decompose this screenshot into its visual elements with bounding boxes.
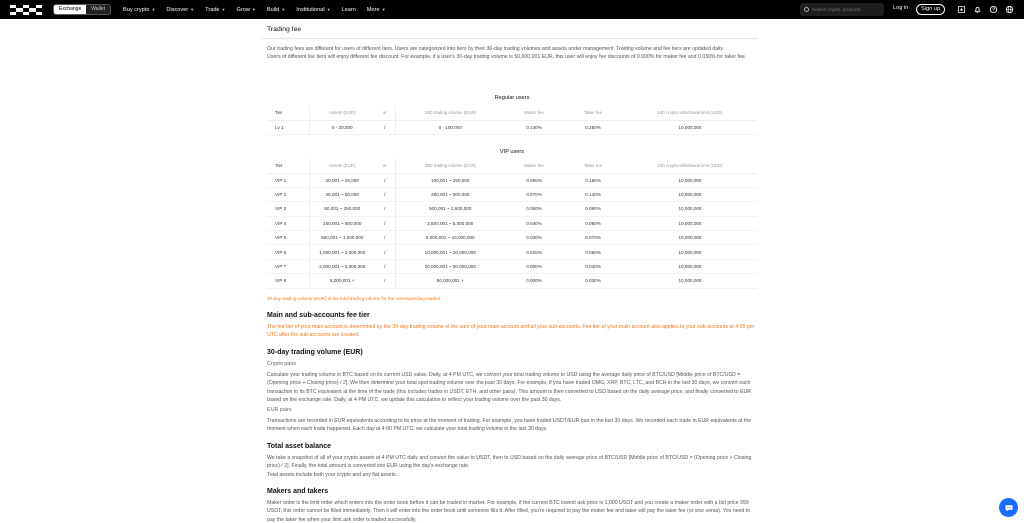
table-cell: 0.050%: [505, 202, 563, 216]
table-row: [267, 216, 757, 230]
search-input[interactable]: [812, 7, 882, 12]
table-cell: /: [375, 216, 395, 230]
total-asset-text: We take a snapshot of all of your crypto assets at 4 PM UTC daily and convert the value to USDT, then to USD based on the daily average price of BTC/USD [Middle price of BTC/USD = (Opening price + Closing price) / 2]. Finally, the total amount is converted into EUR using the day's exchange rate. Total assets include both your crypto and any fiat assets.: [267, 455, 752, 478]
main-sub-accounts-text: The fee tier of your main account is determined by the 30-day trading volume of the sum of your main account and all your sub-accounts. Fee tier of your main account also applies to your sub-accounts at 4:00 pm UTC after the sub-accounts are created.: [267, 324, 755, 339]
menu-grow[interactable]: Grow ▼: [236, 6, 256, 13]
title-divider: [262, 38, 758, 39]
table-cell: 0 - 100,000: [395, 120, 505, 134]
table-cell: 0.090%: [505, 173, 563, 187]
table-cell: /: [375, 259, 395, 273]
makers-takers-text: Maker order is the limit order which enters into the order book before it can be traded in market. For example, if the current BTC lowest ask price is 1,000 USDT and you create a maker order with a bid price 999 USDT, this order cannot be filled immediately. Then it will enter into the order book until someone fills it. After filled, you're required to pay the maker fee and taker will pay the taker fee (or vice versa). You need to pay the taker fee when your limit ask order is traded successfully.: [267, 500, 751, 523]
table-cell: 0 - 20,000: [309, 120, 375, 134]
eur-pairs-label: EUR pairs: [267, 407, 292, 413]
search-box[interactable]: [800, 3, 884, 16]
table-cell: /: [375, 120, 395, 134]
download-icon[interactable]: [957, 5, 966, 14]
table-cell: 0.000%: [505, 274, 563, 288]
crypto-pairs-label: Crypto pairs: [267, 361, 297, 367]
table-cell: 10,000,000: [623, 202, 757, 216]
column-header: Maker fee: [505, 106, 563, 120]
table-cell: 0.000%: [505, 259, 563, 273]
volume-note: 30-day trading volume (EUR) is the total trading volume for the corresponding market.: [267, 296, 442, 301]
column-header: Maker fee: [505, 159, 563, 173]
table-cell: 2,500,001 ~ 5,000,000: [395, 216, 505, 230]
table-cell: 0.140%: [563, 187, 623, 201]
regular-users-table: [267, 106, 757, 135]
table-cell: /: [375, 274, 395, 288]
chevron-down-icon: ▼: [281, 7, 286, 12]
table-cell: VIP 4: [267, 216, 309, 230]
table-cell: 1,000,001 ~ 2,000,000: [309, 245, 375, 259]
makers-takers-heading: Makers and takers: [267, 488, 329, 495]
table-cell: 25,001 ~ 50,000: [309, 187, 375, 201]
table-cell: /: [375, 202, 395, 216]
top-navigation-bar: [0, 0, 1024, 19]
chat-bubble-icon: [1004, 503, 1014, 513]
main-menu: [123, 0, 397, 19]
column-header: Assets (EUR): [309, 106, 375, 120]
table-cell: 500,001 ~ 1,000,000: [309, 231, 375, 245]
table-cell: 20,000,001 ~ 50,000,000: [395, 259, 505, 273]
table-cell: 2,000,001 ~ 5,000,000: [309, 259, 375, 273]
main-sub-accounts-heading: Main and sub-accounts fee tier: [267, 312, 370, 319]
menu-more[interactable]: More ▼: [366, 6, 386, 13]
column-header: 30D trading volume (EUR): [395, 106, 505, 120]
vip-users-table: [267, 159, 757, 289]
table-row: [267, 120, 757, 134]
column-header: or: [375, 106, 395, 120]
table-cell: 10,000,000: [623, 274, 757, 288]
table-row: [267, 173, 757, 187]
table-cell: 50,000,001 +: [395, 274, 505, 288]
table-cell: 500,001 ~ 2,500,000: [395, 202, 505, 216]
menu-build[interactable]: Build ▼: [266, 6, 286, 13]
column-header: Taker fee: [563, 159, 623, 173]
table-cell: VIP 3: [267, 202, 309, 216]
volume-heading: 30-day trading volume (EUR): [267, 349, 363, 356]
table-cell: VIP 1: [267, 173, 309, 187]
table-cell: Lv 1: [267, 120, 309, 134]
table-cell: 5,000,001 ~ 10,000,000: [395, 231, 505, 245]
eur-pairs-text: Transactions are recorded in EUR equivalents according to its price at the moment of trading. For example, you have traded USDT/EUR pair in the last 30 days. We recorded each trade in EUR equivalents at the moment when each trade happened. Each day at 4:00 PM UTC, we calculate your total trading volume in the last 30 days.: [267, 418, 752, 433]
table-cell: 10,000,000: [623, 216, 757, 230]
globe-language-icon[interactable]: [1005, 5, 1014, 14]
table-cell: 20,001 ~ 25,000: [309, 173, 375, 187]
okx-logo[interactable]: [10, 5, 42, 15]
table-cell: 0.020%: [505, 245, 563, 259]
menu-discover[interactable]: Discover ▼: [166, 6, 195, 13]
table-header-row: [267, 106, 757, 120]
table-row: [267, 245, 757, 259]
table-cell: 10,000,000: [623, 173, 757, 187]
page-title: Trading fee: [267, 26, 302, 33]
intro-text: Our trading fees are different for users of different tiers. Users are categorized into tiers by their 30-day trading volumes and assets under management. Trading volume and fee tiers are updated daily. Users of different fee tiers will enjoy different fee discount. For example, if a user's 30-day trading volume is 50,000,001 EUR, this user will enjoy fee discounts of 0.000% for maker fee and 0.030% for taker fee.: [267, 46, 747, 61]
table-cell: 0.090%: [563, 202, 623, 216]
table-cell: VIP 8: [267, 274, 309, 288]
table-cell: 10,000,000: [623, 120, 757, 134]
table-cell: 0.040%: [563, 259, 623, 273]
table-header-row: [267, 159, 757, 173]
table-row: [267, 274, 757, 288]
table-cell: 0.180%: [563, 173, 623, 187]
table-cell: 250,001 ~ 500,000: [309, 216, 375, 230]
column-header: 30D trading volume (EUR): [395, 159, 505, 173]
menu-institutional[interactable]: Institutional ▼: [296, 6, 331, 13]
table-row: [267, 231, 757, 245]
table-row: [267, 202, 757, 216]
column-header: 24h crypto withdrawal limit (USD): [623, 159, 757, 173]
table-cell: 0.040%: [505, 216, 563, 230]
table-cell: 0.050%: [563, 245, 623, 259]
column-header: or: [375, 159, 395, 173]
table-cell: 5,000,001 +: [309, 274, 375, 288]
table-cell: VIP 5: [267, 231, 309, 245]
menu-buy-crypto[interactable]: Buy crypto ▼: [123, 6, 156, 13]
table-cell: 10,000,000: [623, 259, 757, 273]
table-cell: 0.070%: [505, 187, 563, 201]
table-cell: 50,001 ~ 250,000: [309, 202, 375, 216]
table-cell: 10,000,000: [623, 245, 757, 259]
table-cell: 100,001 ~ 250,000: [395, 173, 505, 187]
table-cell: 0.030%: [505, 231, 563, 245]
help-icon[interactable]: [989, 5, 998, 14]
table-row: [267, 259, 757, 273]
table-cell: 0.140%: [505, 120, 563, 134]
notification-bell-icon[interactable]: [973, 5, 982, 14]
table-cell: 250,001 ~ 500,000: [395, 187, 505, 201]
column-header: 24h crypto withdrawal limit (USD): [623, 106, 757, 120]
table-cell: VIP 2: [267, 187, 309, 201]
chevron-down-icon: ▼: [151, 7, 156, 12]
column-header: Taker fee: [563, 106, 623, 120]
tab-wallet[interactable]: Wallet: [86, 5, 110, 14]
chevron-down-icon: ▼: [221, 7, 226, 12]
column-header: Tier: [267, 106, 309, 120]
menu-learn[interactable]: Learn: [341, 6, 356, 13]
column-header: Tier: [267, 159, 309, 173]
table-cell: /: [375, 173, 395, 187]
table-cell: 0.030%: [563, 274, 623, 288]
chevron-down-icon: ▼: [326, 7, 331, 12]
total-asset-heading: Total asset balance: [267, 443, 332, 450]
crypto-pairs-text: Calculate your trading volume in BTC based on its current USD value. Daily, at 4 PM UTC, we convert your total trading volume to USD using the average daily price of BTC/USD [Middle price of BTC/USD = (Opening price + Closing price) / 2]. We then determine your total spot trading volume over the past 30 days. For example, if you have traded OMG, XRP, BTC, LTC, and BCH in the last 30 days, we convert each transaction to its BTC equivalent at the time of the trade (this includes trades in USDT, ETH, and other pairs). This amount is then converted to USD based on the daily average price, and finally converted to EUR based on the exchange rate. Daily, at 4 PM UTC, we update this calculation to reflect your trading volume over the past 30 days.: [267, 372, 752, 404]
table-cell: VIP 6: [267, 245, 309, 259]
login-link[interactable]: Log in: [893, 5, 909, 11]
chevron-down-icon: ▼: [251, 7, 256, 12]
chevron-down-icon: ▼: [190, 7, 195, 12]
column-header: Assets (EUR): [309, 159, 375, 173]
table-cell: 0.250%: [563, 120, 623, 134]
table-cell: 10,000,000: [623, 187, 757, 201]
support-chat-button[interactable]: [999, 498, 1018, 517]
table-cell: /: [375, 231, 395, 245]
vip-users-title: VIP users: [499, 149, 525, 155]
chevron-down-icon: ▼: [381, 7, 386, 12]
table-row: [267, 187, 757, 201]
regular-users-title: Regular users: [494, 95, 530, 101]
table-cell: /: [375, 245, 395, 259]
signup-button[interactable]: Sign up: [916, 4, 945, 15]
table-cell: 10,000,001 ~ 20,000,000: [395, 245, 505, 259]
exchange-wallet-switch: [53, 4, 111, 15]
table-cell: VIP 7: [267, 259, 309, 273]
menu-trade[interactable]: Trade ▼: [205, 6, 226, 13]
search-icon: [804, 7, 809, 12]
table-cell: 0.070%: [563, 231, 623, 245]
tab-exchange[interactable]: Exchange: [54, 5, 86, 14]
table-cell: 0.080%: [563, 216, 623, 230]
table-cell: 10,000,000: [623, 231, 757, 245]
table-cell: /: [375, 187, 395, 201]
